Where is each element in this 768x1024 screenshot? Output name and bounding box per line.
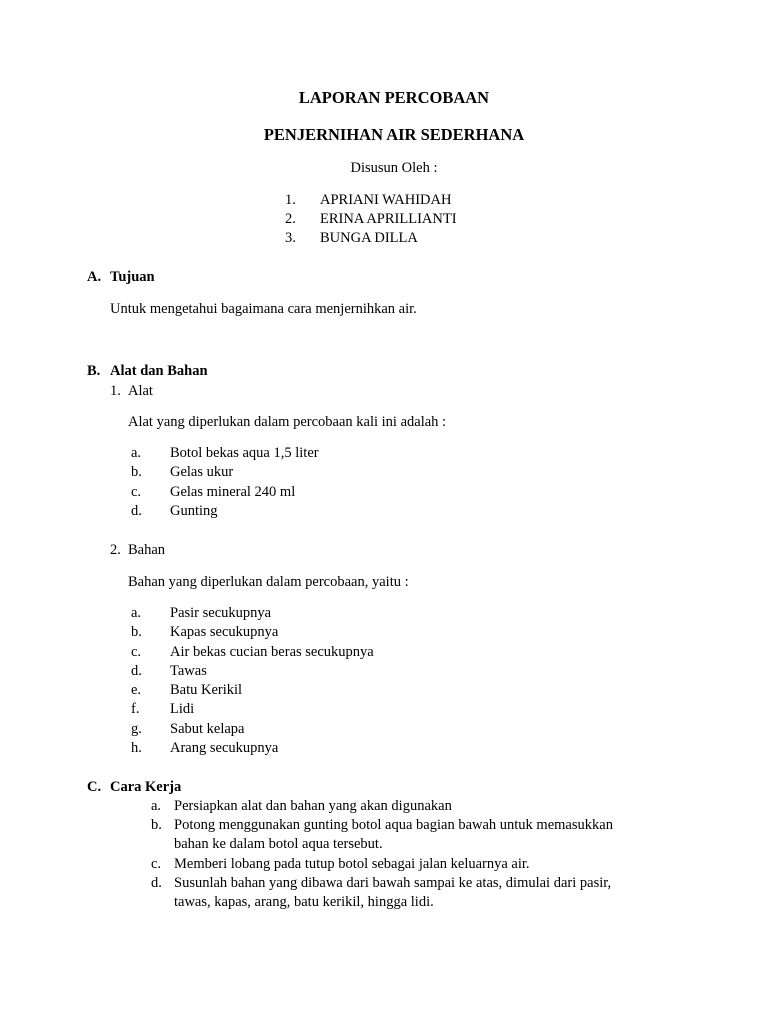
list-item: Air bekas cucian beras secukupnya (170, 644, 374, 660)
step-text: Memberi lobang pada tutup botol sebagai jalan keluarnya air. (174, 856, 530, 872)
step-text: bahan ke dalam botol aqua tersebut. (174, 836, 383, 852)
author-number: 3. (285, 230, 296, 246)
list-item: Gelas mineral 240 ml (170, 484, 296, 500)
step-text: Susunlah bahan yang dibawa dari bawah sampai ke atas, dimulai dari pasir, (174, 875, 612, 891)
alat-intro: Alat yang diperlukan dalam percobaan kali ini adalah : (128, 414, 447, 430)
bahan-number: 2. (110, 542, 121, 558)
section-a-letter: A. (87, 269, 102, 285)
bahan-heading: Bahan (128, 542, 166, 558)
list-item-letter: a. (131, 445, 142, 461)
byline: Disusun Oleh : (350, 160, 438, 176)
list-item: Lidi (170, 701, 195, 717)
list-item-letter: c. (131, 484, 142, 500)
list-item: Pasir secukupnya (170, 605, 272, 621)
list-item-letter: c. (131, 644, 142, 660)
list-item-letter: b. (131, 464, 142, 480)
bahan-intro: Bahan yang diperlukan dalam percobaan, yaitu : (128, 574, 409, 590)
author-number: 1. (285, 192, 296, 208)
list-item-letter: g. (131, 721, 142, 737)
list-item-letter: d. (131, 663, 142, 679)
list-item: Gunting (170, 503, 218, 519)
section-b-heading: Alat dan Bahan (110, 363, 208, 379)
step-letter: d. (151, 875, 162, 891)
report-subtitle: PENJERNIHAN AIR SEDERHANA (263, 125, 525, 144)
author-number: 2. (285, 211, 296, 227)
list-item: Tawas (170, 663, 207, 679)
list-item-letter: b. (131, 624, 142, 640)
section-c-letter: C. (87, 779, 102, 795)
list-item-letter: h. (131, 740, 142, 756)
section-a-text: Untuk mengetahui bagaimana cara menjernihkan air. (110, 301, 417, 317)
step-text: Persiapkan alat dan bahan yang akan digunakan (174, 798, 452, 814)
list-item: Botol bekas aqua 1,5 liter (170, 445, 319, 461)
step-letter: b. (151, 817, 162, 833)
section-a-heading: Tujuan (110, 269, 155, 285)
alat-number: 1. (110, 383, 121, 399)
list-item-letter: e. (131, 682, 142, 698)
step-letter: a. (151, 798, 162, 814)
list-item: Arang secukupnya (170, 740, 279, 756)
author-name: APRIANI WAHIDAH (320, 192, 452, 208)
list-item-letter: f. (131, 701, 140, 717)
list-item: Batu Kerikil (170, 682, 243, 698)
section-b-letter: B. (87, 363, 101, 379)
section-c-heading: Cara Kerja (110, 779, 182, 795)
report-title: LAPORAN PERCOBAAN (298, 88, 490, 107)
step-letter: c. (151, 856, 162, 872)
step-text: tawas, kapas, arang, batu kerikil, hingga lidi. (174, 894, 434, 910)
author-name: ERINA APRILLIANTI (320, 211, 457, 227)
list-item-letter: d. (131, 503, 142, 519)
list-item-letter: a. (131, 605, 142, 621)
author-name: BUNGA DILLA (320, 230, 418, 246)
list-item: Sabut kelapa (170, 721, 245, 737)
alat-heading: Alat (128, 383, 153, 399)
list-item: Kapas secukupnya (170, 624, 279, 640)
list-item: Gelas ukur (170, 464, 234, 480)
step-text: Potong menggunakan gunting botol aqua bagian bawah untuk memasukkan (174, 817, 613, 833)
